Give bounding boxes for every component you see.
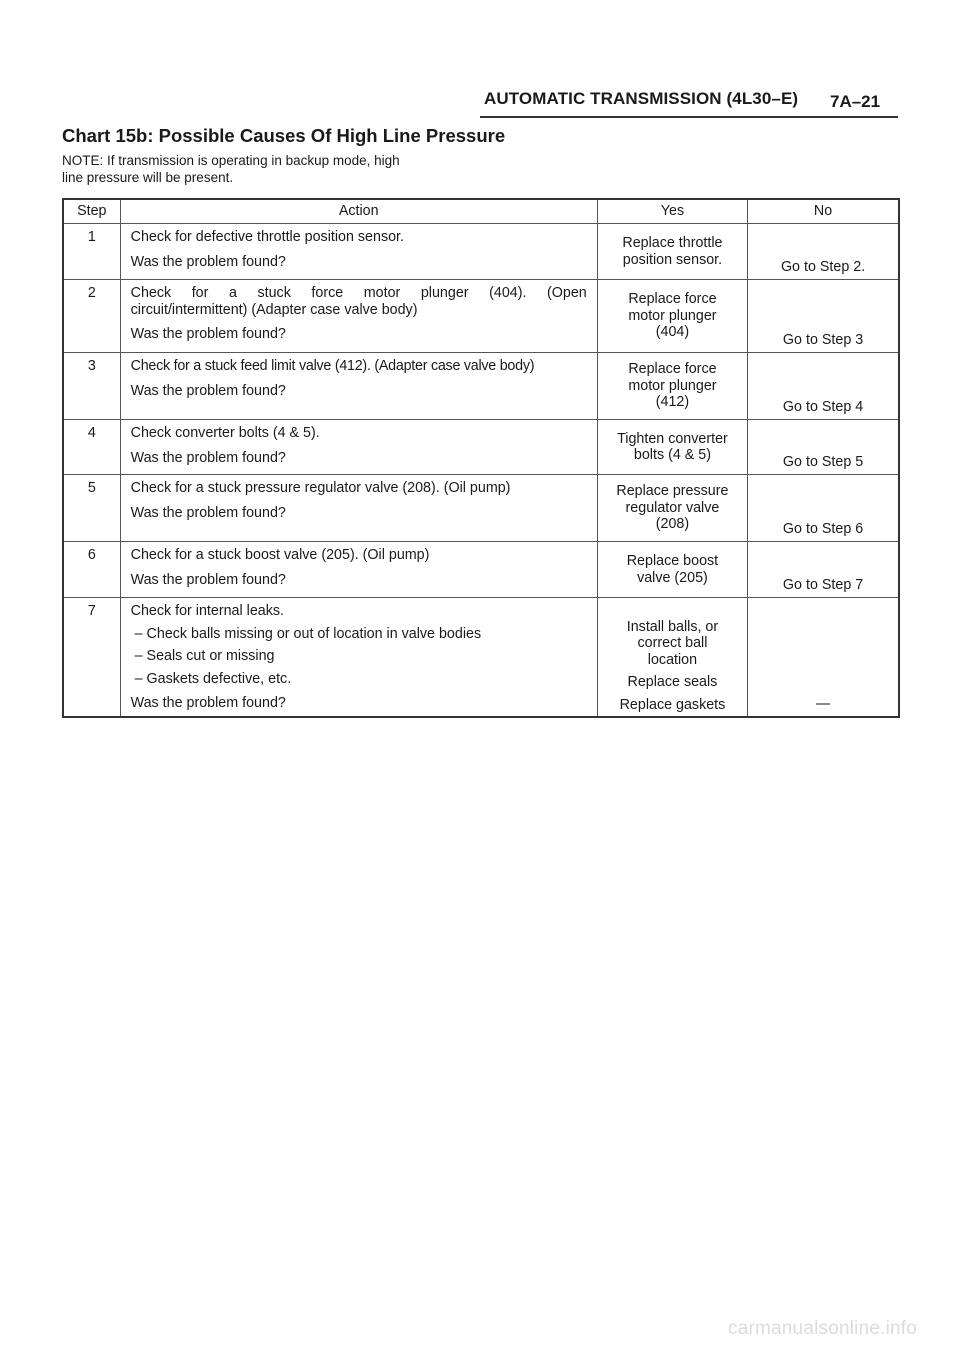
action-text: Check for a stuck force motor plunger (404). (Open [130, 285, 587, 301]
table-row [63, 475, 899, 542]
action-text: Check for a stuck feed limit valve (412). (Adapter case valve body) [130, 358, 535, 374]
action-cell [120, 542, 597, 598]
yes-text: motor plunger [628, 377, 717, 394]
action-subitem: – Check balls missing or out of location in valve bodies [134, 625, 482, 642]
yes-text: Install balls, or [626, 618, 719, 635]
table-row [63, 280, 899, 353]
yes-text: (208) [655, 516, 690, 533]
yes-text: Tighten converter [617, 430, 728, 447]
diagnostic-table [62, 198, 900, 718]
action-question: Was the problem found? [130, 253, 286, 270]
step-number: 5 [63, 475, 120, 542]
action-cell [120, 353, 597, 420]
yes-text: position sensor. [622, 251, 723, 268]
action-question: Was the problem found? [130, 326, 286, 342]
no-cell: — [748, 598, 899, 718]
action-question: Was the problem found? [130, 382, 286, 399]
yes-text: Replace force [628, 361, 717, 378]
yes-text: Replace throttle [622, 235, 723, 251]
note-line: line pressure will be present. [62, 170, 234, 185]
action-subitem: – Gaskets defective, etc. [134, 670, 292, 687]
action-question: Was the problem found? [130, 504, 286, 521]
step-number: 3 [63, 353, 120, 420]
table-row [63, 598, 899, 718]
yes-cell [597, 353, 747, 420]
yes-text: Replace seals [627, 674, 718, 690]
action-question: Was the problem found? [130, 449, 286, 466]
column-header-no: No [748, 199, 899, 224]
column-header-action: Action [120, 199, 597, 224]
note-line: NOTE: If transmission is operating in backup mode, high [62, 153, 400, 168]
step-number: 1 [63, 224, 120, 280]
yes-cell [597, 598, 747, 718]
action-text: Check for internal leaks. [130, 603, 284, 619]
action-cell [120, 224, 597, 280]
step-number: 4 [63, 420, 120, 475]
section-title: AUTOMATIC TRANSMISSION (4L30–E) [484, 89, 799, 108]
page-number: 7A–21 [830, 92, 881, 111]
yes-cell [597, 224, 747, 280]
yes-text: Replace boost [626, 553, 719, 569]
yes-cell [597, 420, 747, 475]
table-row [63, 353, 899, 420]
yes-text: location [647, 651, 698, 668]
yes-text: motor plunger [628, 307, 717, 324]
action-text: Check for defective throttle position sensor. [130, 229, 404, 245]
action-question: Was the problem found? [130, 571, 286, 588]
yes-text: bolts (4 & 5) [633, 447, 711, 463]
action-cell [120, 475, 597, 542]
page-header [0, 0, 960, 118]
watermark: carmanualsonline.info [728, 1318, 918, 1339]
step-number: 2 [63, 280, 120, 353]
no-cell: Go to Step 3 [748, 280, 899, 353]
action-question: Was the problem found? [130, 695, 286, 711]
step-number: 7 [63, 598, 120, 718]
action-cell [120, 598, 597, 718]
yes-text: Replace pressure [616, 483, 729, 500]
yes-text: (404) [655, 324, 690, 341]
action-subitem: – Seals cut or missing [134, 648, 275, 664]
table-row [63, 542, 899, 598]
yes-cell [597, 475, 747, 542]
yes-text: valve (205) [637, 569, 708, 586]
action-text: circuit/intermittent) (Adapter case valve body) [130, 301, 418, 318]
no-cell: Go to Step 2. [748, 224, 899, 280]
action-cell [120, 280, 597, 353]
header-rule [480, 116, 898, 118]
column-header-yes: Yes [597, 199, 747, 224]
column-header-step: Step [63, 199, 120, 224]
yes-text: Replace gaskets [619, 696, 726, 713]
table-row [63, 224, 899, 280]
action-cell [120, 420, 597, 475]
yes-text: (412) [655, 394, 690, 411]
chart-title: Chart 15b: Possible Causes Of High Line Pressure [62, 125, 506, 146]
step-number: 6 [63, 542, 120, 598]
no-cell: Go to Step 6 [748, 475, 899, 542]
yes-text: regulator valve [625, 499, 720, 516]
no-cell: Go to Step 7 [748, 542, 899, 598]
yes-cell [597, 542, 747, 598]
no-cell: Go to Step 5 [748, 420, 899, 475]
note [62, 152, 522, 186]
action-text: Check for a stuck pressure regulator valve (208). (Oil pump) [130, 480, 511, 496]
table-row [63, 420, 899, 475]
no-cell: Go to Step 4 [748, 353, 899, 420]
yes-text: correct ball [637, 635, 708, 651]
yes-cell [597, 280, 747, 353]
table-header-row [63, 199, 899, 224]
action-text: Check converter bolts (4 & 5). [130, 425, 320, 441]
action-text: Check for a stuck boost valve (205). (Oil pump) [130, 547, 430, 563]
yes-text: Replace force [628, 291, 717, 308]
